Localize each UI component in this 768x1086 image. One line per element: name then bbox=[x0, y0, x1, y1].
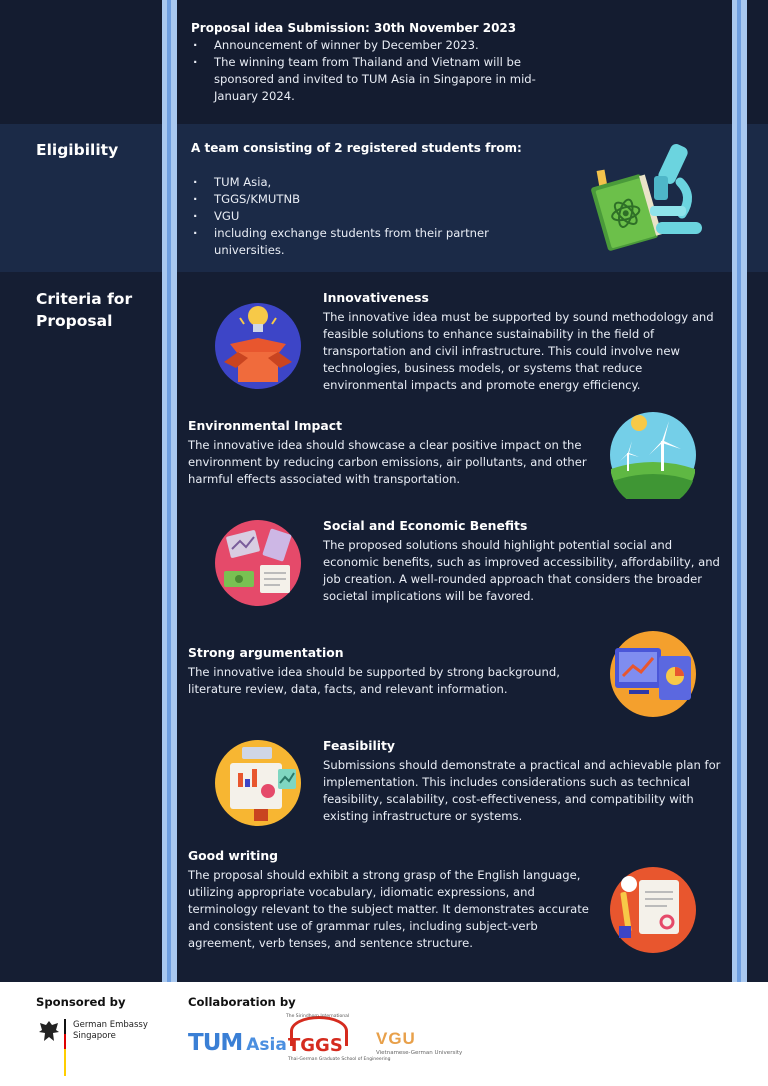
criteria-heading: Social and Economic Benefits bbox=[323, 518, 528, 533]
criteria-heading: Good writing bbox=[188, 848, 279, 863]
left-stripe-inner bbox=[167, 0, 171, 982]
german-eagle-icon bbox=[38, 1019, 60, 1045]
criteria-heading: Environmental Impact bbox=[188, 418, 343, 433]
criteria-text: Submissions should demonstrate a practical and achievable plan for implementation. This includes considerations such as technical feasibility, scalability, cost-effectiveness, and compatibility with existing infrastructure or systems. bbox=[323, 758, 721, 823]
timeline-heading: Proposal idea Submission: 30th November 2023 bbox=[191, 21, 517, 35]
flag-stripe-black bbox=[64, 1019, 66, 1034]
embassy-name bbox=[73, 1020, 148, 1042]
footer bbox=[0, 982, 768, 1086]
idea-box-icon bbox=[214, 302, 302, 390]
eligibility-title: Eligibility bbox=[36, 141, 119, 159]
eligibility-section bbox=[191, 140, 531, 259]
book-microscope-icon bbox=[590, 140, 705, 252]
timeline-item: · The winning team from Thailand and Vietnam will be sponsored and invited to TUM Asia in Singapore in mid-January 2024. bbox=[191, 54, 551, 105]
timeline-item: · Announcement of winner by December 2023. bbox=[191, 37, 551, 54]
criteria-item bbox=[323, 737, 723, 825]
right-stripe-inner bbox=[737, 0, 741, 982]
flag-stripe-red bbox=[64, 1034, 66, 1049]
criteria-title: Criteria for Proposal bbox=[36, 290, 133, 330]
embassy-line: Singapore bbox=[73, 1031, 116, 1041]
tggs-logo bbox=[286, 1010, 391, 1076]
monitor-chart-icon bbox=[609, 630, 697, 718]
criteria-text: The innovative idea should be supported by strong background, literature review, data, facts, and relevant information. bbox=[188, 665, 560, 696]
tggs-sub: Thai-German Graduate School of Engineering bbox=[288, 1057, 391, 1062]
embassy-line: German Embassy bbox=[73, 1020, 148, 1030]
criteria-heading: Feasibility bbox=[323, 738, 395, 753]
tum-word: Asia bbox=[246, 1035, 287, 1055]
eligibility-item: · including exchange students from their partner universities. bbox=[191, 225, 531, 259]
document-tools-icon bbox=[609, 866, 697, 954]
timeline-section bbox=[191, 20, 551, 105]
eligibility-item: · TUM Asia, bbox=[191, 174, 531, 191]
eligibility-intro: A team consisting of 2 registered students from: bbox=[191, 141, 522, 155]
tum-asia-logo bbox=[188, 1030, 287, 1056]
eligibility-item: · VGU bbox=[191, 208, 531, 225]
criteria-text: The proposed solutions should highlight potential social and economic benefits, such as improved accessibility, affordability, and job creation. A well-rounded approach that considers the broader societal implications will be favored. bbox=[323, 538, 720, 603]
criteria-item bbox=[323, 517, 728, 605]
vgu-mark: VGU bbox=[376, 1029, 416, 1048]
criteria-item bbox=[188, 417, 598, 488]
criteria-item bbox=[323, 289, 723, 394]
criteria-item bbox=[188, 847, 593, 952]
criteria-item bbox=[188, 644, 608, 698]
documents-money-icon bbox=[214, 519, 302, 607]
vgu-sub: Vietnamese-German University bbox=[376, 1050, 463, 1056]
tggs-small: The Sirindhorn International bbox=[286, 1014, 350, 1019]
tggs-mark: TGGS bbox=[288, 1035, 343, 1056]
criteria-text: The innovative idea should showcase a clear positive impact on the environment by reducing carbon emissions, air pollutants, and other harmful effects associated with transportation. bbox=[188, 438, 587, 486]
sponsored-label: Sponsored by bbox=[36, 995, 126, 1009]
criteria-text: The innovative idea must be supported by sound methodology and feasible solutions to enhance sustainability in the field of transportation and civil infrastructure. This could involve new technologies, business models, or systems that reduce environmental impacts and promote energy efficiency. bbox=[323, 310, 714, 392]
wind-turbine-icon bbox=[609, 411, 697, 499]
criteria-text: The proposal should exhibit a strong grasp of the English language, utilizing appropriate vocabulary, idiomatic expressions, and terminology relevant to the subject matter. It demonstrates accurate and consistent use of grammar rules, including subject-verb agreement, verb tenses, and sentence structure. bbox=[188, 868, 589, 950]
criteria-heading: Strong argumentation bbox=[188, 645, 344, 660]
collab-label: Collaboration by bbox=[188, 995, 296, 1009]
tum-mark: TUM bbox=[188, 1030, 243, 1056]
vgu-logo bbox=[376, 1030, 462, 1056]
flag-stripe-gold bbox=[64, 1049, 66, 1076]
reports-icon bbox=[214, 739, 302, 827]
criteria-heading: Innovativeness bbox=[323, 290, 429, 305]
eligibility-item: · TGGS/KMUTNB bbox=[191, 191, 531, 208]
